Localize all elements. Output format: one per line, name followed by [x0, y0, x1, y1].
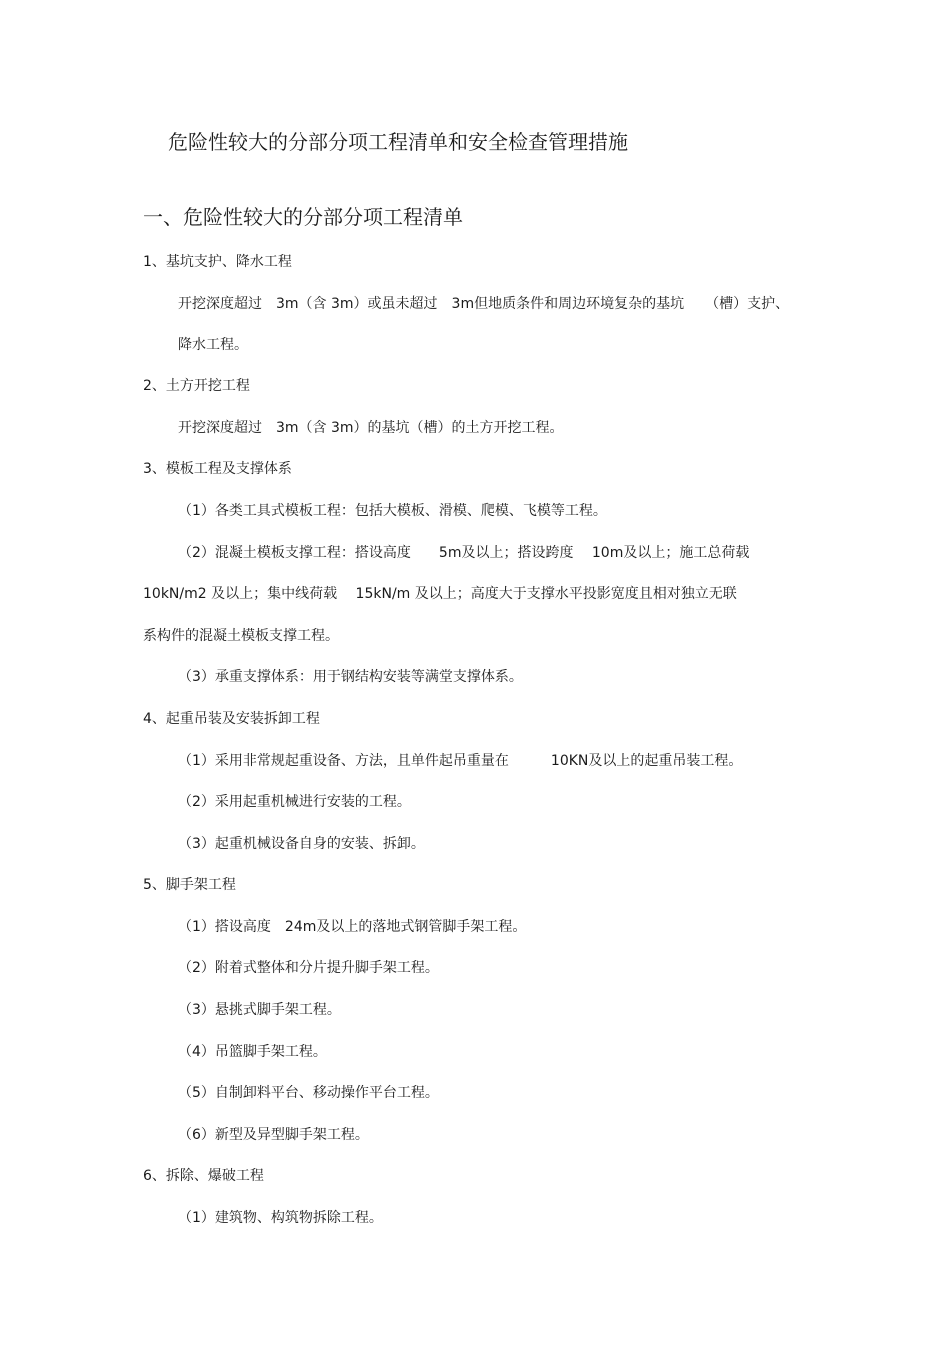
paragraph-line: 开挖深度超过 3m（含 3m）或虽未超过 3m但地质条件和周边环境复杂的基坑 （槽）支护、 [178, 296, 790, 312]
paragraph-line: （3）悬挑式脚手架工程。 [178, 1002, 341, 1018]
paragraph-line: 10kN/m2 及以上；集中线荷载 15kN/m 及以上；高度大于支撑水平投影宽度且相对独立无联 [143, 586, 737, 602]
paragraph-line: （1）建筑物、构筑物拆除工程。 [178, 1210, 383, 1226]
document-title: 危险性较大的分部分项工程清单和安全检查管理措施 [168, 130, 628, 154]
item-heading: 3、模板工程及支撑体系 [143, 461, 292, 477]
paragraph-line: 降水工程。 [178, 337, 248, 353]
paragraph-line: （2）附着式整体和分片提升脚手架工程。 [178, 960, 439, 976]
paragraph-line: （3）承重支撑体系：用于钢结构安装等满堂支撑体系。 [178, 669, 523, 685]
paragraph-line: 开挖深度超过 3m（含 3m）的基坑（槽）的土方开挖工程。 [178, 420, 564, 436]
paragraph-line: （5）自制卸料平台、移动操作平台工程。 [178, 1085, 439, 1101]
item-heading: 5、脚手架工程 [143, 877, 236, 893]
paragraph-line: （1）搭设高度 24m及以上的落地式钢管脚手架工程。 [178, 919, 527, 935]
paragraph-line: （1）各类工具式模板工程：包括大模板、滑模、爬模、飞模等工程。 [178, 503, 607, 519]
paragraph-line: （2）混凝土模板支撑工程：搭设高度 5m及以上；搭设跨度 10m及以上；施工总荷载 [178, 545, 750, 561]
item-heading: 4、起重吊装及安装拆卸工程 [143, 711, 320, 727]
item-heading: 2、土方开挖工程 [143, 378, 250, 394]
paragraph-line: （2）采用起重机械进行安装的工程。 [178, 794, 411, 810]
paragraph-line: （6）新型及异型脚手架工程。 [178, 1127, 369, 1143]
paragraph-line: 系构件的混凝土模板支撑工程。 [143, 628, 339, 644]
item-heading: 6、拆除、爆破工程 [143, 1168, 264, 1184]
paragraph-line: （4）吊篮脚手架工程。 [178, 1044, 327, 1060]
item-heading: 1、基坑支护、降水工程 [143, 254, 292, 270]
paragraph-line: （1）采用非常规起重设备、方法，且单件起吊重量在 10KN及以上的起重吊装工程。 [178, 753, 743, 769]
paragraph-line: （3）起重机械设备自身的安装、拆卸。 [178, 836, 425, 852]
section-heading: 一、危险性较大的分部分项工程清单 [143, 205, 463, 229]
